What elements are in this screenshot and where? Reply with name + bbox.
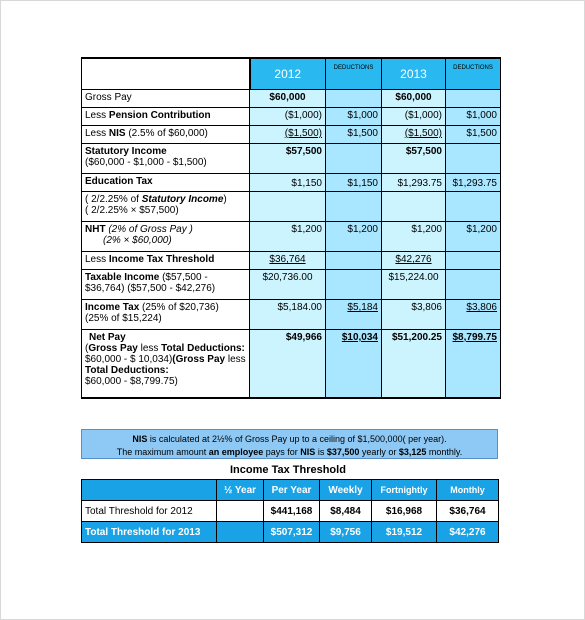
statutory-2012: $57,500 bbox=[250, 144, 326, 174]
threshold-header-fortnightly: Fortnightly bbox=[372, 480, 437, 501]
threshold-header-per-year: Per Year bbox=[264, 480, 320, 501]
threshold-2013-weekly: $9,756 bbox=[320, 522, 372, 543]
threshold-2013-per-year: $507,312 bbox=[264, 522, 320, 543]
nht-ded-2012: $1,200 bbox=[326, 222, 382, 252]
threshold-2013-monthly: $42,276 bbox=[437, 522, 499, 543]
education-tax-ded-2012: $1,150 bbox=[326, 174, 382, 192]
threshold-label: Less Income Tax Threshold bbox=[82, 252, 250, 270]
row-statutory bbox=[82, 144, 501, 174]
taxable-2013: $15,224.00 bbox=[382, 270, 446, 300]
education-formula-ded-2012 bbox=[326, 192, 382, 222]
gross-pay-ded-2013 bbox=[446, 90, 501, 108]
threshold-2012-weekly: $8,484 bbox=[320, 501, 372, 522]
education-tax-label: Education Tax bbox=[82, 174, 250, 192]
threshold-header-blank bbox=[82, 480, 217, 501]
row-education-formula bbox=[82, 192, 501, 222]
nis-ded-2013: $1,500 bbox=[446, 126, 501, 144]
row-pension bbox=[82, 108, 501, 126]
threshold-2012-label: Total Threshold for 2012 bbox=[82, 501, 217, 522]
row-threshold bbox=[82, 252, 501, 270]
header-deductions-2013: DEDUCTIONS bbox=[446, 58, 501, 90]
net-pay-ded-2013: $8,799.75 bbox=[446, 330, 501, 398]
education-tax-ded-2013: $1,293.75 bbox=[446, 174, 501, 192]
statutory-2013: $57,500 bbox=[382, 144, 446, 174]
nht-label: NHT (2% of Gross Pay ) (2% × $60,000) bbox=[82, 222, 250, 252]
nht-ded-2013: $1,200 bbox=[446, 222, 501, 252]
gross-pay-2012: $60,000 bbox=[250, 90, 326, 108]
pension-ded-2012: $1,000 bbox=[326, 108, 382, 126]
nis-2013: ($1,500) bbox=[382, 126, 446, 144]
pension-2013: ($1,000) bbox=[382, 108, 446, 126]
taxable-label: Taxable Income ($57,500 - $36,764) ($57,500 - $42,276) bbox=[82, 270, 250, 300]
threshold-2012-per-year: $441,168 bbox=[264, 501, 320, 522]
education-tax-2012: $1,150 bbox=[250, 174, 326, 192]
nis-label: Less NIS (2.5% of $60,000) bbox=[82, 126, 250, 144]
education-tax-2013: $1,293.75 bbox=[382, 174, 446, 192]
gross-pay-ded-2012 bbox=[326, 90, 382, 108]
threshold-header-weekly: Weekly bbox=[320, 480, 372, 501]
threshold-ded-2013 bbox=[446, 252, 501, 270]
nis-note-line1: NIS is calculated at 2½% of Gross Pay up to a ceiling of $1,500,000( per year). bbox=[132, 434, 447, 444]
threshold-2013-half-year bbox=[217, 522, 264, 543]
threshold-header-monthly: Monthly bbox=[437, 480, 499, 501]
threshold-ded-2012 bbox=[326, 252, 382, 270]
education-formula-2012 bbox=[250, 192, 326, 222]
header-deductions-2012: DEDUCTIONS bbox=[326, 58, 382, 90]
net-pay-2012: $49,966 bbox=[250, 330, 326, 398]
threshold-2013-fortnightly: $19,512 bbox=[372, 522, 437, 543]
threshold-2013: $42,276 bbox=[382, 252, 446, 270]
education-formula-2013 bbox=[382, 192, 446, 222]
pension-2012: ($1,000) bbox=[250, 108, 326, 126]
nis-2012: ($1,500) bbox=[250, 126, 326, 144]
net-pay-ded-2012: $10,034 bbox=[326, 330, 382, 398]
net-pay-label: Net Pay (Gross Pay less Total Deductions: $60,000 - $ 10,034)(Gross Pay less Total Deductions: $60,000 - $8,799.75) bbox=[82, 330, 250, 398]
row-education-tax bbox=[82, 174, 501, 192]
income-tax-ded-2012: $5,184 bbox=[326, 300, 382, 330]
threshold-table bbox=[81, 479, 499, 543]
nht-2012: $1,200 bbox=[250, 222, 326, 252]
income-tax-2012: $5,184.00 bbox=[250, 300, 326, 330]
pension-label: Less Pension Contribution bbox=[82, 108, 250, 126]
threshold-2012: $36,764 bbox=[250, 252, 326, 270]
threshold-row-2012 bbox=[82, 501, 499, 522]
header-2012: 2012 bbox=[250, 58, 326, 90]
threshold-table-title: Income Tax Threshold bbox=[230, 464, 346, 476]
gross-pay-label: Gross Pay bbox=[82, 90, 250, 108]
income-tax-ded-2013: $3,806 bbox=[446, 300, 501, 330]
header-2013: 2013 bbox=[382, 58, 446, 90]
nis-note bbox=[81, 429, 498, 459]
threshold-header-row bbox=[82, 480, 499, 501]
payroll-table bbox=[81, 57, 501, 399]
row-nis bbox=[82, 126, 501, 144]
row-gross-pay bbox=[82, 90, 501, 108]
education-formula-ded-2013 bbox=[446, 192, 501, 222]
statutory-label: Statutory Income ($60,000 - $1,000 - $1,500) bbox=[82, 144, 250, 174]
taxable-ded-2012 bbox=[326, 270, 382, 300]
statutory-ded-2012 bbox=[326, 144, 382, 174]
taxable-2012: $20,736.00 bbox=[250, 270, 326, 300]
net-pay-2013: $51,200.25 bbox=[382, 330, 446, 398]
row-income-tax bbox=[82, 300, 501, 330]
income-tax-2013: $3,806 bbox=[382, 300, 446, 330]
threshold-header-half-year: ½ Year bbox=[217, 480, 264, 501]
row-net-pay bbox=[82, 330, 501, 398]
threshold-2012-monthly: $36,764 bbox=[437, 501, 499, 522]
taxable-ded-2013 bbox=[446, 270, 501, 300]
nis-note-line2: The maximum amount an employee pays for NIS is $37,500 yearly or $3,125 monthly. bbox=[116, 447, 463, 457]
nht-2013: $1,200 bbox=[382, 222, 446, 252]
threshold-2012-half-year bbox=[217, 501, 264, 522]
header-blank bbox=[82, 58, 250, 90]
threshold-row-2013 bbox=[82, 522, 499, 543]
threshold-2012-fortnightly: $16,968 bbox=[372, 501, 437, 522]
statutory-ded-2013 bbox=[446, 144, 501, 174]
gross-pay-2013: $60,000 bbox=[382, 90, 446, 108]
nis-ded-2012: $1,500 bbox=[326, 126, 382, 144]
threshold-2013-label: Total Threshold for 2013 bbox=[82, 522, 217, 543]
pension-ded-2013: $1,000 bbox=[446, 108, 501, 126]
education-formula-label: ( 2/2.25% of Statutory Income) ( 2/2.25% × $57,500) bbox=[82, 192, 250, 222]
header-row bbox=[82, 58, 501, 90]
row-nht bbox=[82, 222, 501, 252]
row-taxable bbox=[82, 270, 501, 300]
income-tax-label: Income Tax (25% of $20,736) (25% of $15,224) bbox=[82, 300, 250, 330]
